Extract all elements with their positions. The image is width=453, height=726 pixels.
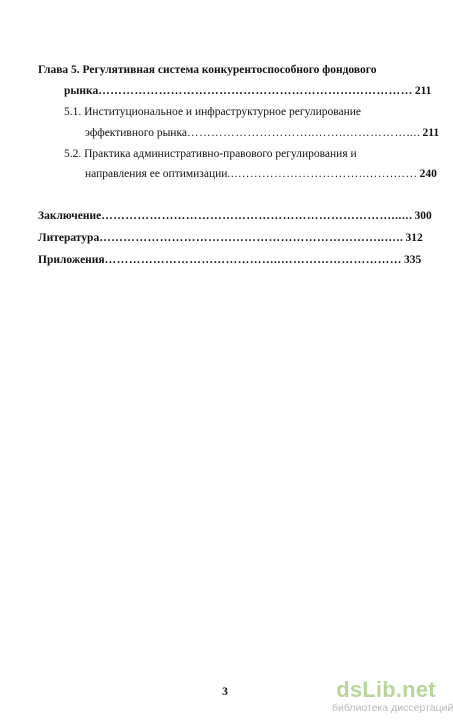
toc-page-number: 240 — [419, 168, 437, 180]
toc-chapter5-title-line2: рынка — [64, 85, 99, 97]
toc-leader-dots: …………………………..……..…………….... — [186, 127, 421, 139]
toc-leader-dots: ……………………………………………………………..….. — [99, 232, 404, 244]
toc-entry-literature[interactable] — [38, 231, 423, 245]
page-number: 3 — [222, 686, 228, 698]
watermark-subtitle: библиотека диссертаций — [332, 702, 453, 714]
toc-leader-dots: ……………………………………..………………………… — [104, 254, 403, 266]
toc-section52-title-line2: направления ее оптимизации — [85, 168, 228, 180]
watermark-logo — [332, 677, 453, 714]
toc-section51-title-line1: 5.1. Институциональное и инфраструктурное регулирование — [64, 106, 362, 118]
toc-entry-chapter5[interactable] — [64, 84, 432, 98]
toc-chapter5-title-line1: Глава 5. Регулятивная система конкурентоспособного фондового — [38, 64, 377, 76]
toc-section51-title-line2: эффективного рынка — [85, 127, 187, 139]
toc-leader-dots: ………………………………………………………………...... — [101, 210, 413, 222]
toc-entry-appendices[interactable] — [38, 253, 422, 267]
toc-page-number: 312 — [405, 232, 423, 244]
toc-entry-conclusion[interactable] — [38, 209, 432, 223]
toc-literature-title: Литература — [38, 232, 100, 244]
toc-appendices-title: Приложения — [38, 254, 105, 266]
toc-leader-dots: ...…………………………..…….…… — [227, 168, 418, 180]
toc-entry-section51[interactable] — [85, 126, 440, 140]
toc-page-number: 211 — [422, 127, 440, 139]
toc-page-number: 211 — [414, 85, 432, 97]
toc-entry-section52[interactable] — [85, 167, 437, 181]
toc-leader-dots: …………………………………………………………………… — [98, 85, 413, 97]
toc-section52-title-line1: 5.2. Практика административно-правового регулирования и — [64, 148, 357, 160]
watermark-logo-text: dsLib.net — [336, 677, 436, 702]
toc-page-number: 335 — [404, 254, 422, 266]
toc-page-number: 300 — [414, 210, 432, 222]
toc-conclusion-title: Заключение — [38, 210, 102, 222]
